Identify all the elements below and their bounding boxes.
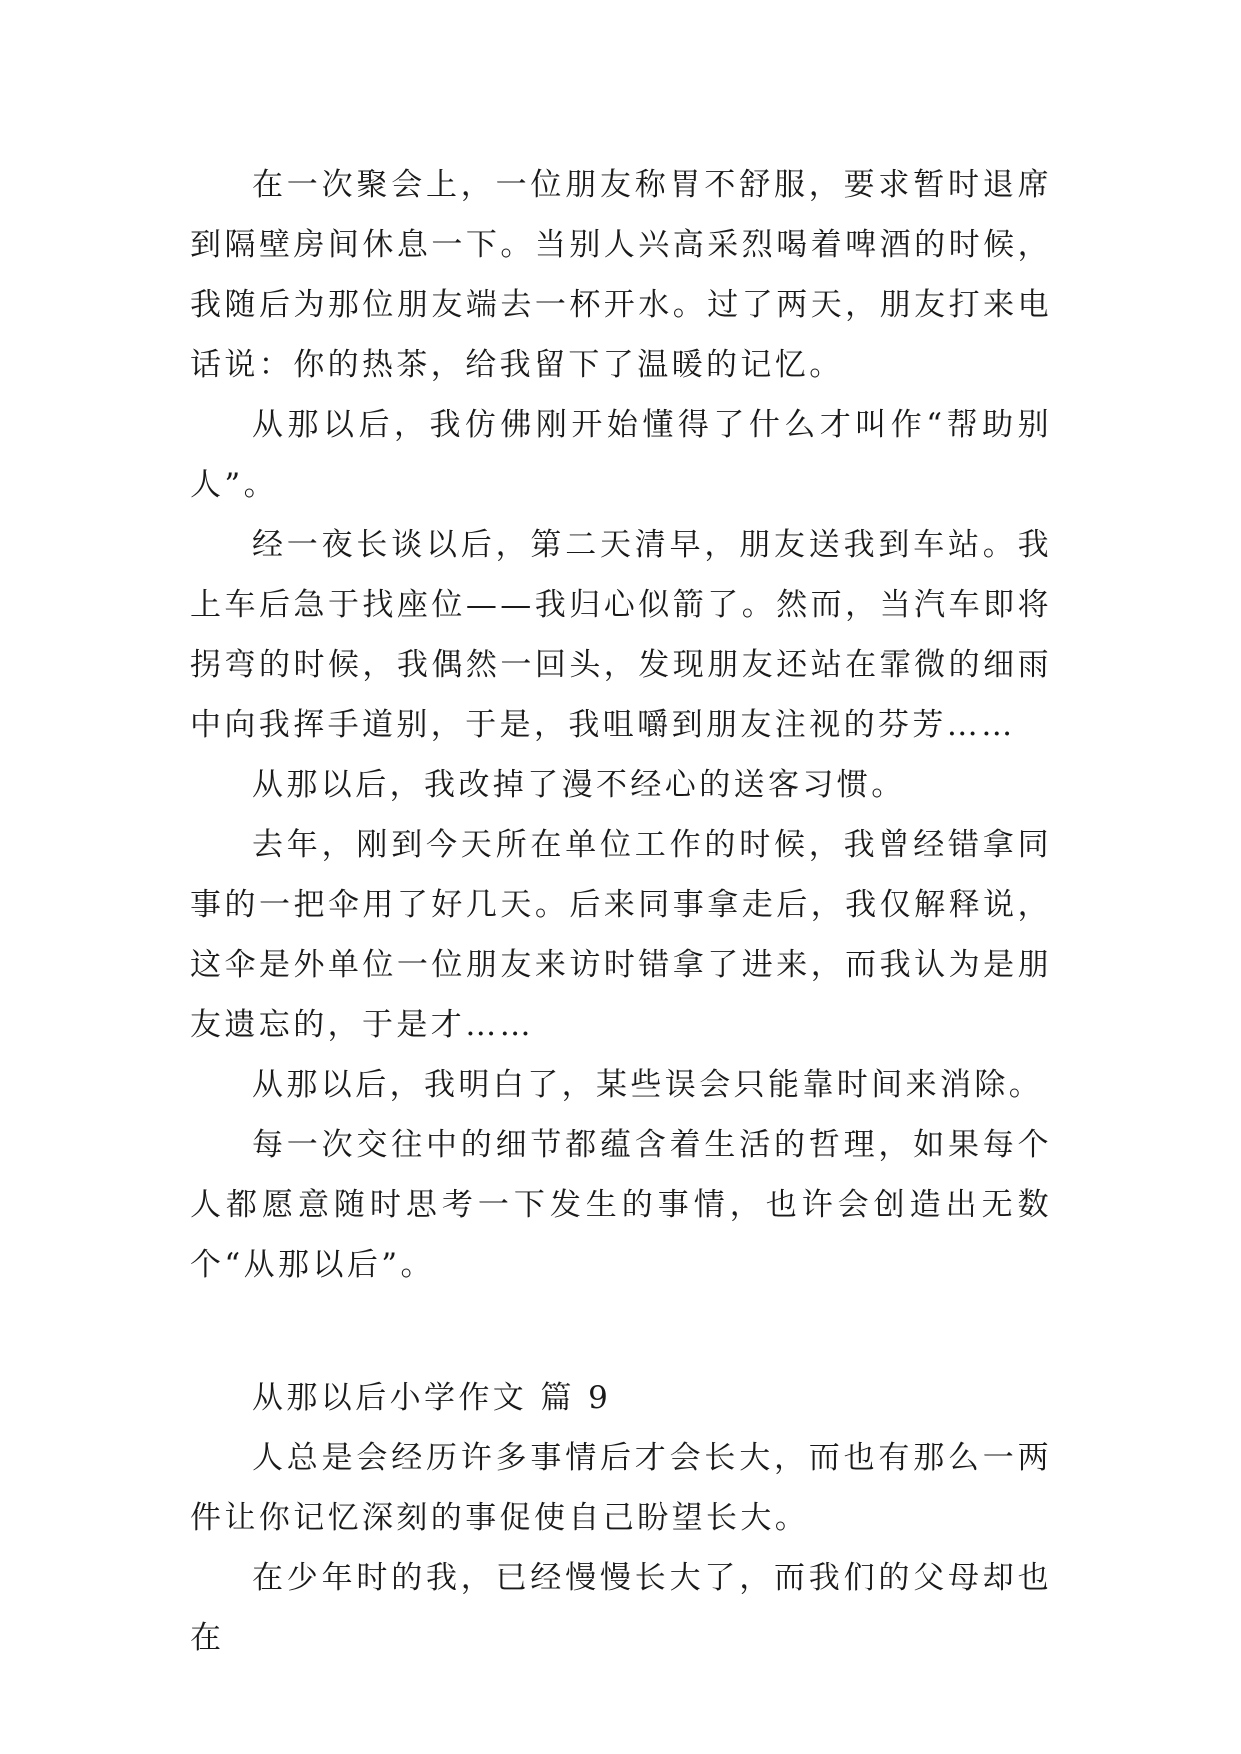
paragraph: 经一夜长谈以后，第二天清早，朋友送我到车站。我上车后急于找座位——我归心似箭了。然而，当汽车即将拐弯的时候，我偶然一回头，发现朋友还站在霏微的细雨中向我挥手道别，于是，我咀嚼到朋友注视的芬芳…… [190,527,1052,743]
section-spacer [190,1295,1052,1368]
paragraph: 从那以后，我改掉了漫不经心的送客习惯。 [252,767,906,803]
paragraph: 人总是会经历许多事情后才会长大，而也有那么一两件让你记忆深刻的事促使自己盼望长大。 [190,1440,1052,1536]
paragraph: 每一次交往中的细节都蕴含着生活的哲理，如果每个人都愿意随时思考一下发生的事情，也许会创造出无数个“从那以后”。 [190,1127,1052,1283]
paragraph: 去年，刚到今天所在单位工作的时候，我曾经错拿同事的一把伞用了好几天。后来同事拿走后，我仅解释说，这伞是外单位一位朋友来访时错拿了进来，而我认为是朋友遗忘的，于是才…… [190,827,1052,1043]
document-body [190,155,1052,1668]
paragraph: 从那以后，我仿佛刚开始懂得了什么才叫作“帮助别人”。 [190,407,1052,503]
paragraph: 从那以后，我明白了，某些误会只能靠时间来消除。 [252,1067,1044,1103]
paragraph: 在一次聚会上，一位朋友称胃不舒服，要求暂时退席到隔壁房间休息一下。当别人兴高采烈喝着啤酒的时候，我随后为那位朋友端去一杯开水。过了两天，朋友打来电话说：你的热茶，给我留下了温暖的记忆。 [190,167,1052,383]
section-title: 从那以后小学作文 篇 9 [252,1380,612,1416]
paragraph: 在少年时的我，已经慢慢长大了，而我们的父母却也在 [190,1560,1052,1656]
